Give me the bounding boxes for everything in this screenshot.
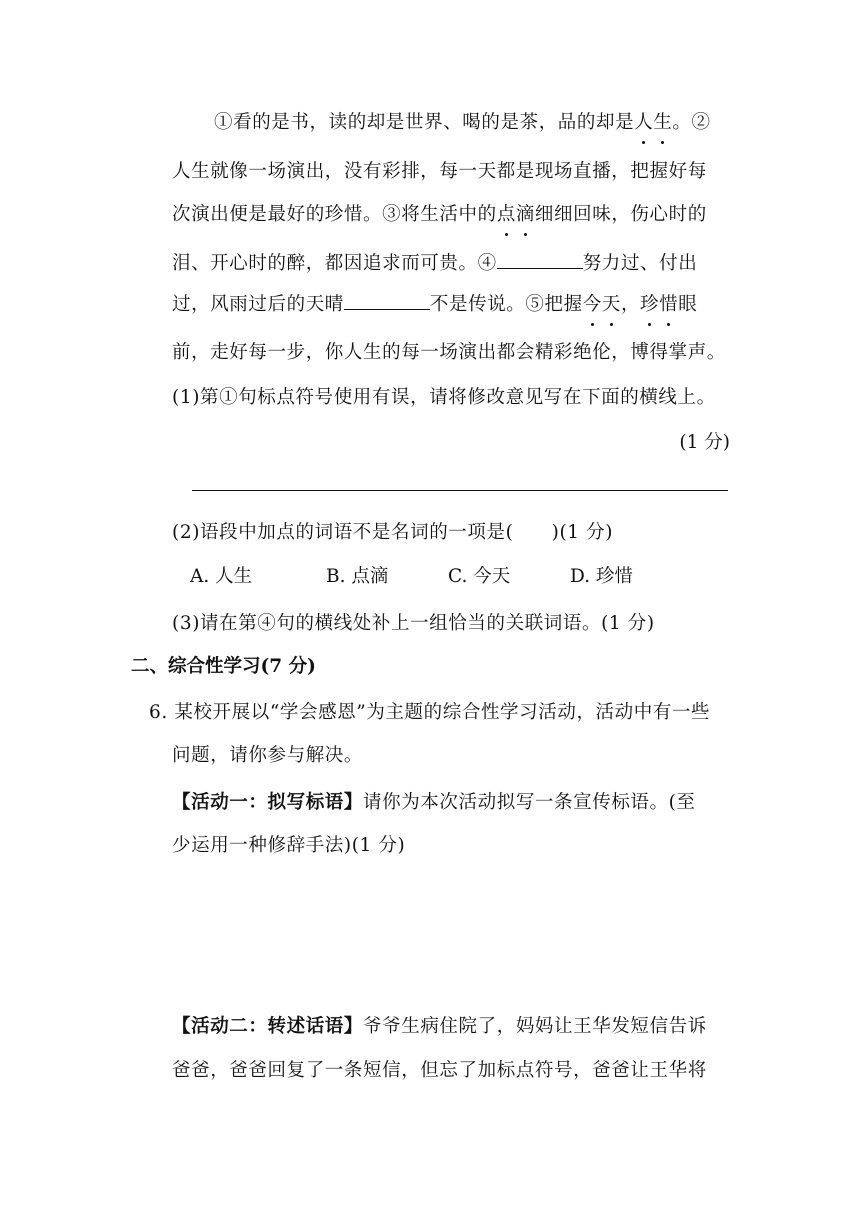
passage-text: 过，风雨过后的天晴 (172, 294, 344, 315)
passage-text: 细细回味，伤心时的 (534, 204, 707, 225)
passage-line-3 (172, 200, 732, 230)
section-heading: 二、综合性学习(7 分) (131, 656, 316, 677)
option-a[interactable]: A. 人生 (190, 566, 253, 587)
option-c[interactable]: C. 今天 (448, 566, 511, 587)
dotted-char: 人 (634, 108, 653, 138)
activity-1-label: 【活动一：拟写标语】 (172, 792, 364, 813)
passage-line-6: 前，走好每一步，你人生的每一场演出都会精彩绝伦，博得掌声。 (172, 342, 726, 363)
activity-1-text: 请你为本次活动拟写一条宣传标语。(至 (363, 792, 696, 813)
passage-text: 不是传说。⑤把握 (429, 294, 583, 315)
question-6-line-1: 6. 某校开展以“学会感恩”为主题的综合性学习活动，活动中有一些 (149, 702, 711, 723)
activity-2-line-2: 爸爸，爸爸回复了一条短信，但忘了加标点符号，爸爸让王华将 (172, 1060, 707, 1081)
fill-blank[interactable] (344, 291, 430, 310)
dotted-char: 点 (497, 200, 516, 230)
question-1-score: (1 分) (679, 432, 730, 453)
passage-text: ①看的是书，读的却是世界、喝的是茶，品的却是 (214, 112, 635, 133)
dotted-char: 今 (583, 290, 602, 320)
question-6-line-2: 问题，请你参与解决。 (172, 745, 364, 766)
passage-line-4 (172, 249, 732, 279)
activity-2-text: 爷爷生病住院了，妈妈让王华发短信告诉 (363, 1016, 707, 1037)
passage-text: ， (620, 294, 641, 315)
passage-text: 泪、开心时的醉，都因追求而可贵。④ (172, 253, 497, 274)
passage-text: 努力过、付出 (582, 253, 698, 274)
passage-line-1 (214, 108, 734, 138)
passage-text: 次演出便是最好的珍惜。③将生活中的 (172, 204, 497, 225)
passage-line-2: 人生就像一场演出，没有彩排，每一天都是现场直播，把握好每 (172, 161, 707, 182)
passage-text: 眼 (678, 294, 698, 315)
dotted-char: 珍 (640, 290, 659, 320)
passage-text: 。② (672, 112, 711, 133)
activity-1 (172, 788, 732, 818)
dotted-char: 天 (602, 290, 621, 320)
activity-1-line-2: 少运用一种修辞手法)(1 分) (172, 835, 406, 856)
activity-2 (172, 1012, 732, 1042)
question-1: (1)第①句标点符号使用有误，请将修改意见写在下面的横线上。 (172, 387, 716, 408)
question-3: (3)请在第④句的横线处补上一组恰当的关联词语。(1 分) (172, 613, 655, 634)
dotted-char: 惜 (659, 290, 678, 320)
option-d[interactable]: D. 珍惜 (570, 566, 633, 587)
activity-2-label: 【活动二：转述话语】 (172, 1016, 364, 1037)
fill-blank[interactable] (497, 250, 583, 269)
question-2: (2)语段中加点的词语不是名词的一项是( )(1 分) (172, 522, 614, 543)
dotted-char: 滴 (516, 200, 535, 230)
option-b[interactable]: B. 点滴 (326, 566, 389, 587)
answer-line[interactable] (192, 490, 728, 491)
dotted-char: 生 (653, 108, 672, 138)
passage-line-5 (172, 290, 732, 320)
